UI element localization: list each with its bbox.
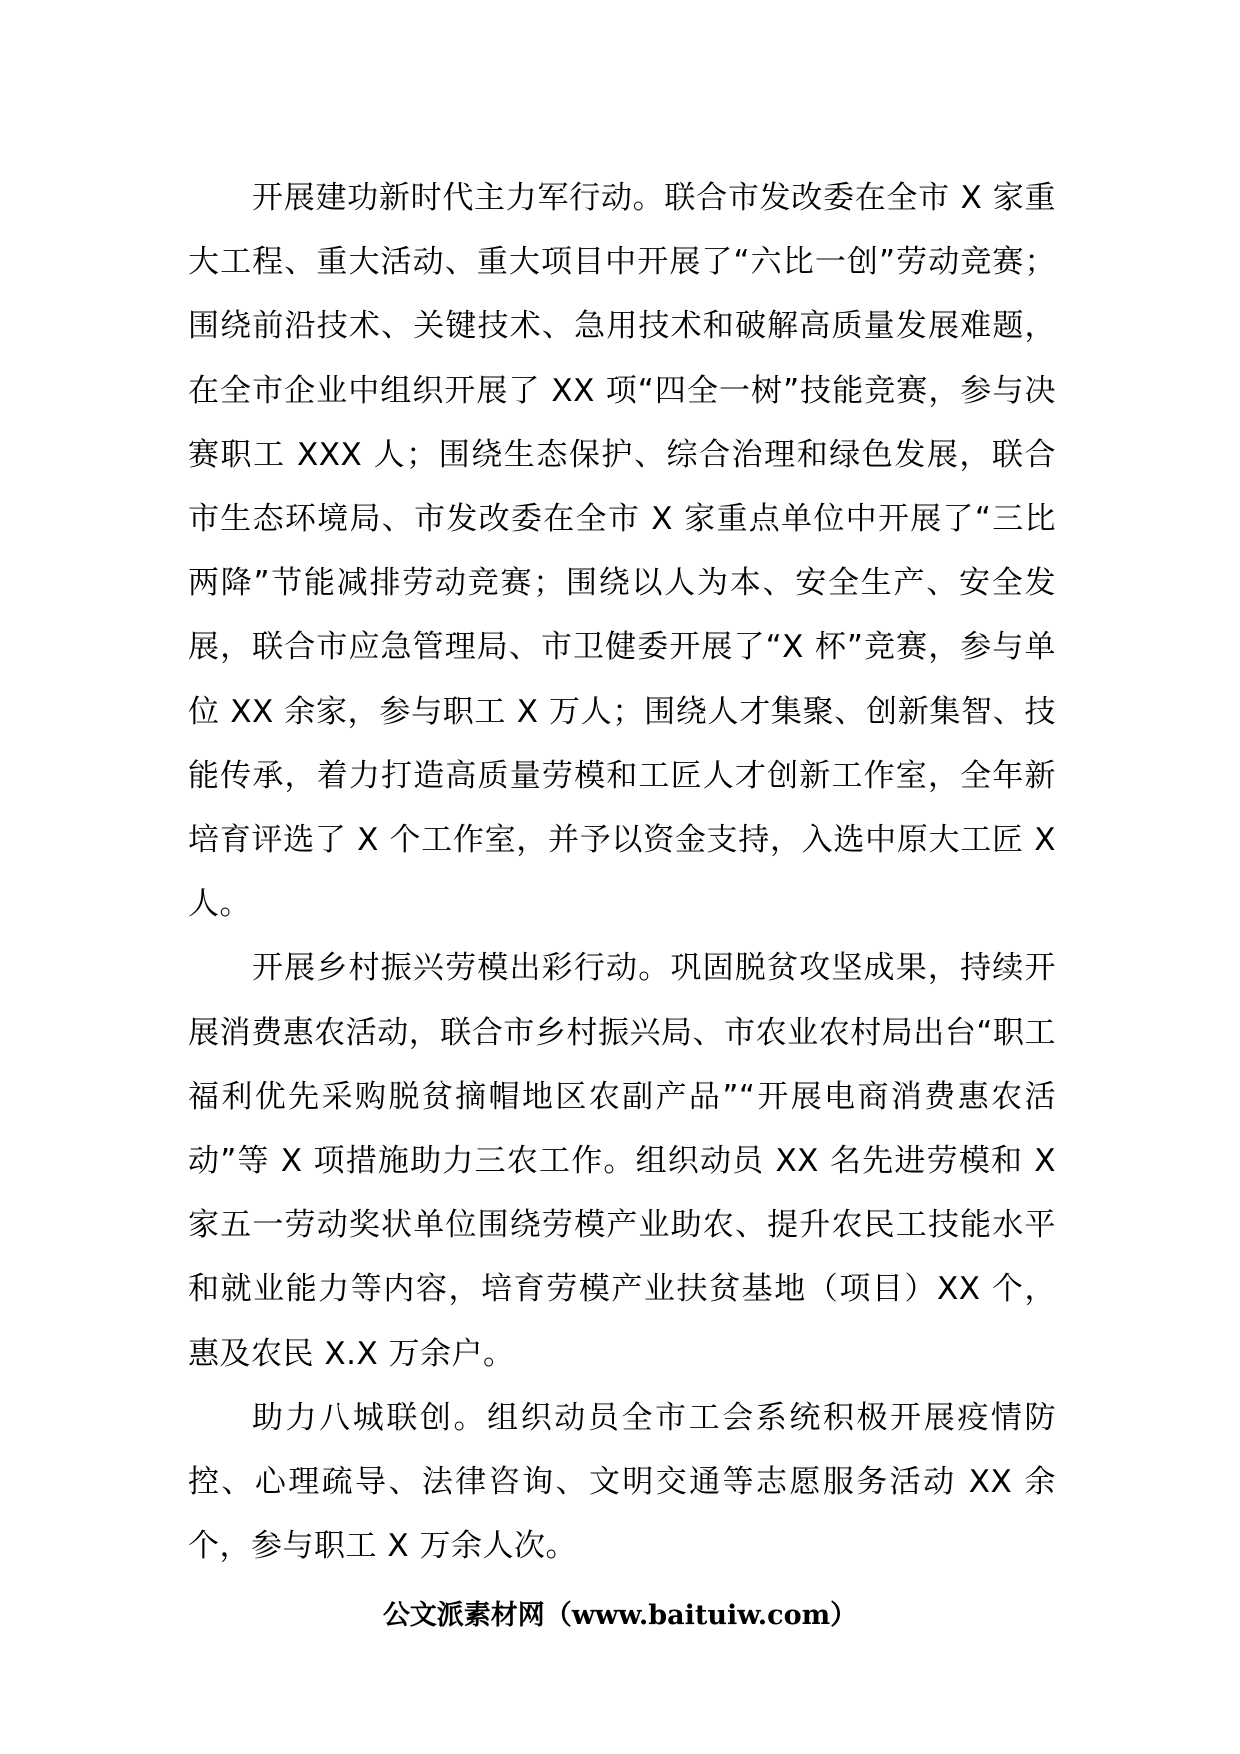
paragraph-rural-revitalization: 开展乡村振兴劳模出彩行动。巩固脱贫攻坚成果，持续开展消费惠农活动，联合市乡村振兴局、市农业农村局出台“职工福利优先采购脱贫摘帽地区农副产品”“开展电商消费惠农活动”等 X 项措施助力三农工作。组织动员 XX 名先进劳模和 X 家五一劳动奖状单位围绕劳模产业助农、提升农民工技能水平和就业能力等内容，培育劳模产业扶贫基地（项目）XX 个，惠及农民 X.X 万余户。 [188, 950, 1056, 1372]
paragraph-eight-cities: 助力八城联创。组织动员全市工会系统积极开展疫情防控、心理疏导、法律咨询、文明交通等志愿服务活动 XX 余个，参与职工 X 万余人次。 [188, 1399, 1056, 1565]
document-body [188, 166, 1056, 1578]
paragraph-main-force-action: 开展建功新时代主力军行动。联合市发改委在全市 X 家重大工程、重大活动、重大项目中开展了“六比一创”劳动竞赛；围绕前沿技术、关键技术、急用技术和破解高质量发展难题，在全市企业中组织开展了 XX 项“四全一树”技能竞赛，参与决赛职工 XXX 人；围绕生态保护、综合治理和绿色发展，联合市生态环境局、市发改委在全市 X 家重点单位中开展了“三比两降”节能减排劳动竞赛；围绕以人为本、安全生产、安全发展，联合市应急管理局、市卫健委开展了“X 杯”竞赛，参与单位 XX 余家，参与职工 X 万人；围绕人才集聚、创新集智、技能传承，着力打造高质量劳模和工匠人才创新工作室，全年新培育评选了 X 个工作室，并予以资金支持，入选中原大工匠 X 人。 [188, 180, 1056, 923]
footer-watermark: 公文派素材网（www.baituiw.com） [382, 1600, 858, 1631]
